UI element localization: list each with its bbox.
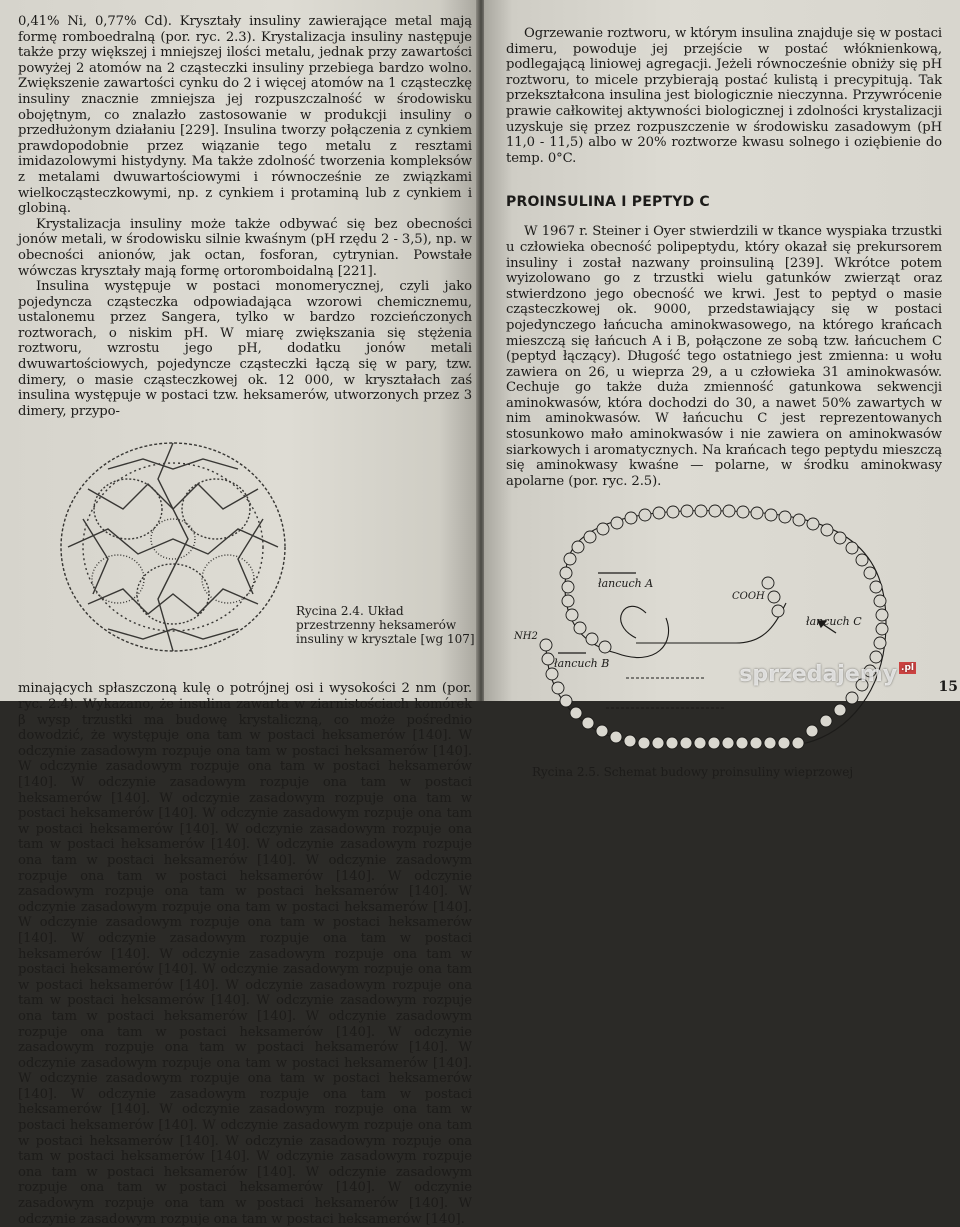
page-number: 15: [938, 679, 958, 695]
figure-2-4: [18, 419, 475, 681]
chain-b-label: łancuch B: [554, 657, 610, 671]
right-page: [484, 0, 960, 780]
right-paragraph-2: W 1967 r. Steiner i Oyer stwierdzili w tkance wyspiaka trzustki u człowieka obecność polipeptydu, który okazał się prekursorem insuliny i został nazwany proinsuliną [239]. Wkrótce potem wyizolowano go z trzustki wielu gatunków zwierząt oraz stwierdzono jego obecność we krwi. Jest to peptyd o masie cząsteczkowej ok. 9000, przedstawiający się w postaci pojedynczego łańcucha aminokwasowego, na którego krańcach mieszczą się łańcuch A i B, połączone ze sobą tzw. łańcuchem C (peptyd łączący). Długość tego ostatniego jest zmienna: u wołu zawiera on 26, u wieprza 29, a u człowieka 31 aminokwasów. Cechuje go także duża zmienność gatunkowa sekwencji aminokwasów, która dochodzi do 30, a nawet 50% zawartych w nim aminokwasów. W łańcuchu C jest reprezentowanych stosunkowo mało aminokwasów i nie zawiera on aminokwasów siarkowych i aromatycznych. Na krańcach tego peptydu mieszczą się aminokwasy kwaśne — polarne, w środku aminokwasy apolarne (por. ryc. 2.5).: [506, 224, 942, 489]
watermark-text: sprzedajemy: [739, 662, 898, 687]
figure-2-4-caption: Rycina 2.4. Układ przestrzenny heksamerów insuliny w krysztale [wg 107]: [296, 604, 475, 646]
left-page: [0, 0, 478, 1227]
figure-2-5-caption: Rycina 2.5. Schemat budowy proinsuliny wieprzowej: [532, 765, 854, 780]
left-paragraph-4: minających spłaszczoną kulę o potrójnej osi i wysokości 2 nm (por. ryc. 2.4). Wykazano, że insulina zawarta w ziarnistościach komórek β wysp trzustki ma budowę krystaliczną, co może pośrednio dowodzić, że występuje ona tam w postaci heksamerów [140]. W odczynie zasadowym rozpuje ona tam w postaci heksamerów [140]. W odczynie zasadowym rozpuje ona tam w postaci heksamerów [140]. W odczynie zasadowym rozpuje ona tam w postaci heksamerów [140]. W odczynie zasadowym rozpuje ona tam w postaci heksamerów [140]. W odczynie zasadowym rozpuje ona tam w postaci heksamerów [140]. W odczynie zasadowym rozpuje ona tam w postaci heksamerów [140]. W odczynie zasadowym rozpuje ona tam w postaci heksamerów [140]. W odczynie zasadowym rozpuje ona tam w postaci heksamerów [140]. W odczynie zasadowym rozpuje ona tam w postaci heksamerów [140]. W odczynie zasadowym rozpuje ona tam w postaci heksamerów [140]. W odczynie zasadowym rozpuje ona tam w postaci heksamerów [140]. W odczynie zasadowym rozpuje ona tam w postaci heksamerów [140]. W odczynie zasadowym rozpuje ona tam w postaci heksamerów [140]. W odczynie zasadowym rozpuje ona tam w postaci heksamerów [140]. W odczynie zasadowym rozpuje ona tam w postaci heksamerów [140]. W odczynie zasadowym rozpuje ona tam w postaci heksamerów [140]. W odczynie zasadowym rozpuje ona tam w postaci heksamerów [140]. W odczynie zasadowym rozpuje ona tam w postaci heksamerów [140]. W odczynie zasadowym rozpuje ona tam w postaci heksamerów [140]. W odczynie zasadowym rozpuje ona tam w postaci heksamerów [140]. W odczynie zasadowym rozpuje ona tam w postaci heksamerów [140]. W odczynie zasadowym rozpuje ona tam w postaci heksamerów [140]. W odczynie zasadowym rozpuje ona tam w postaci heksamerów [140]. W odczynie zasadowym rozpuje ona tam w postaci heksamerów [140]. W odczynie zasadowym rozpuje ona tam w postaci heksamerów [140]. W odczynie zasadowym rozpuje ona tam w postaci heksamerów [140]. W odczynie zasadowym rozpuje ona tam w postaci heksamerów [140]. W odczynie zasadowym rozpuje ona tam w postaci heksamerów [140].: [18, 681, 472, 1227]
hexamer-lattice-illustration: [48, 429, 298, 665]
proinsulin-schema-illustration: [506, 503, 942, 761]
nh2-label: NH2: [514, 631, 538, 643]
left-paragraph-1: 0,41% Ni, 0,77% Cd). Kryształy insuliny zawierające metal mają formę romboedralną (por. ryc. 2.3). Krystalizacja insuliny następuje także przy większej i mniejszej ilości metalu, jednak przy zawartości powyżej 2 atomów na 2 cząsteczki insuliny przebiega bardzo wolno. Zwiększenie zawartości cynku do 2 i więcej atomów na 1 cząsteczkę insuliny znacznie zmniejsza jej rozpuszczalność w środowisku obojętnym, co znalazło zastosowanie w produkcji insuliny o przedłużonym działaniu [229]. Insulina tworzy połączenia z cynkiem prawdopodobnie przez wiązanie tego metalu z resztami imidazolowymi histydyny. Ma także zdolność tworzenia kompleksów z metalami dwuwartościowymi i równocześnie ze związkami wielkocząsteczkowymi, np. z cynkiem i protaminą lub z cynkiem i globiną.: [18, 14, 472, 217]
chain-a-label: łancuch A: [598, 577, 654, 591]
chain-c-label: łancuch C: [806, 615, 862, 629]
watermark-logo: [739, 662, 916, 687]
watermark-tld: .pl: [901, 663, 914, 673]
figure-2-5: [506, 503, 942, 780]
right-paragraph-1: Ogrzewanie roztworu, w którym insulina znajduje się w postaci dimeru, powoduje jej przejście w postać włóknienkową, podlegającą liniowej agregacji. Jeżeli równocześnie obniży się pH roztworu, to micele przybierają postać kulistą i precypitują. Tak przekształcona insulina jest biologicznie nieczynna. Przywrócenie prawie całkowitej aktywności biologicznej i zdolności krystalizacji uzyskuje się przez rozpuszczenie w środowisku zasadowym (pH 11,0 - 11,5) albo w 20% roztworze kwasu solnego i oziębienie do temp. 0°C.: [506, 26, 942, 166]
left-paragraph-2: Krystalizacja insuliny może także odbywać się bez obecności jonów metali, w środowisku silnie kwaśnym (pH rzędu 2 - 3,5), np. w obecności anionów, jak octan, fosforan, cytrynian. Powstałe wówczas kryształy mają formę ortoromboidalną [221].: [18, 216, 472, 279]
left-paragraph-3: Insulina występuje w postaci monomerycznej, czyli jako pojedyncza cząsteczka odpowiadająca wzorowi chemicznemu, ustalonemu przez Sangera, tylko w bardzo rozcieńczonych roztworach, o niskim pH. W miarę zwiększania się stężenia roztworu, wzrostu jego pH, dodatku jonów metali dwuwartościowych, pojedyncze cząsteczki łączą się w pary, tzw. dimery, o masie cząsteczkowej ok. 12 000, w kryształach zaś insulina występuje w postaci tzw. heksamerów, utworzonych przez 3 dimery, przypo-: [18, 279, 472, 419]
cooh-label: COOH: [732, 591, 765, 603]
section-title: PROINSULINA I PEPTYD C: [506, 194, 710, 211]
